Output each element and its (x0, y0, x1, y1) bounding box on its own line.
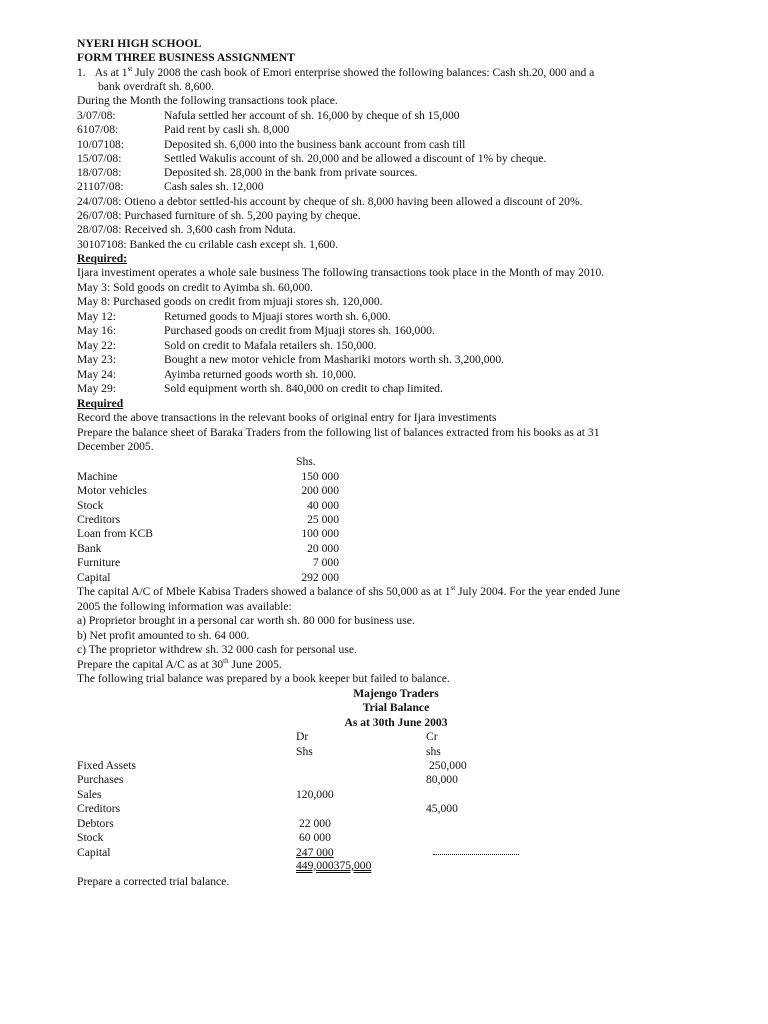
balance-item-name: Bank (77, 542, 102, 555)
balance-item-name: Motor vehicles (77, 484, 147, 497)
q2-txn-date: May 24: (77, 368, 116, 381)
trial-balance-account: Sales (77, 788, 102, 801)
trial-balance-debit: 247 000 (296, 846, 334, 859)
q1-inline-txn: 24/07/08: Otieno a debtor settled-his account by cheque of sh. 8,000 having been allowed a discount of 20%. (77, 195, 583, 208)
q1-txn-text: Deposited sh. 6,000 into the business bank account from cash till (164, 138, 466, 151)
q1-txn-text: Paid rent by casli sh. 8,000 (164, 123, 290, 136)
credit-column-heading: Cr (426, 730, 438, 743)
q2-txn-text: Sold on credit to Mafala retailers sh. 150,000. (164, 339, 377, 352)
q2-intro: Ijara investiment operates a whole sale business The following transactions took place in the Month of may 2010. (77, 266, 605, 279)
balance-item-name: Furniture (77, 556, 121, 569)
q1-number: 1. (77, 66, 86, 79)
balance-item-value: 292 000 (301, 571, 339, 584)
school-name: NYERI HIGH SCHOOL (77, 37, 202, 50)
q2-txn-date: May 22: (77, 339, 116, 352)
credit-unit: shs (426, 745, 441, 758)
balance-item-value: 100 000 (301, 527, 339, 540)
trial-balance-credit: 45,000 (426, 802, 458, 815)
q1-inline-txn: 28/07/08: Received sh. 3,600 cash from Nduta. (77, 223, 296, 236)
trial-balance-account: Debtors (77, 817, 114, 830)
q1-txn-date: 15/07/08: (77, 152, 122, 165)
balance-item-name: Creditors (77, 513, 121, 526)
q2-txn-date: May 16: (77, 324, 116, 337)
credit-total-blank-line (433, 845, 519, 855)
trial-balance-account: Stock (77, 831, 104, 844)
q1-txn-date: 6107/08: (77, 123, 119, 136)
q2-txn-date: May 23: (77, 353, 116, 366)
q1-txn-date: 21107/08: (77, 180, 124, 193)
q2-instruction: Record the above transactions in the relevant books of original entry for Ijara investiments (77, 411, 497, 424)
q4-intro-cont: 2005 the following information was available: (77, 600, 292, 613)
balance-item-value: 25 000 (307, 513, 339, 526)
q1-inline-txn: 30107108: Banked the cu crilable cash except sh. 1,600. (77, 238, 339, 251)
q4-item: a) Proprietor brought in a personal car worth sh. 80 000 for business use. (77, 614, 415, 627)
trial-balance-account: Capital (77, 846, 111, 859)
q4-prepare: Prepare the capital A/C as at 30th June 2005. (77, 657, 282, 671)
trial-balance-debit: 22 000 (299, 817, 331, 830)
q2-txn-text: Bought a new motor vehicle from Mashariki motors worth sh. 3,200,000. (164, 353, 505, 366)
q5-closing-instruction: Prepare a corrected trial balance. (77, 875, 230, 888)
q1-txn-date: 18/07/08: (77, 166, 122, 179)
q3-intro: Prepare the balance sheet of Baraka Traders from the following list of balances extracted from his books as at 31 (77, 426, 600, 439)
balance-item-name: Machine (77, 470, 118, 483)
q2-txn-date: May 12: (77, 310, 116, 323)
q2-txn-text: Returned goods to Mjuaji stores worth sh. 6,000. (164, 310, 391, 323)
debit-unit: Shs (296, 745, 313, 758)
balance-item-name: Capital (77, 571, 111, 584)
balance-item-value: 20 000 (307, 542, 339, 555)
q2-inline-txn: May 8: Purchased goods on credit from mjuaji stores sh. 120,000. (77, 295, 383, 308)
trial-balance-date: As at 30th June 2003 (344, 716, 448, 729)
trial-balance-credit: 80,000 (426, 773, 458, 786)
balance-item-name: Loan from KCB (77, 527, 153, 540)
q4-item: b) Net profit amounted to sh. 64 000. (77, 629, 250, 642)
trial-balance-title: Trial Balance (362, 701, 430, 714)
balance-item-value: 7 000 (312, 556, 339, 569)
q2-txn-text: Ayimba returned goods worth sh. 10,000. (164, 368, 357, 381)
q1-intro: 1. As at 1st July 2008 the cash book of Emori enterprise showed the following balances: Cash sh.20, 000 and a (77, 65, 595, 79)
q5-intro: The following trial balance was prepared by a book keeper but failed to balance. (77, 672, 450, 685)
q1-txn-text: Deposited sh. 28,000 in the bank from private sources. (164, 166, 418, 179)
balance-item-value: 40 000 (307, 499, 339, 512)
q1-during: During the Month the following transactions took place. (77, 94, 338, 107)
balance-item-value: 150 000 (301, 470, 339, 483)
q1-txn-text: Settled Wakulis account of sh. 20,000 and be allowed a discount of 1% by cheque. (164, 152, 547, 165)
q4-item: c) The proprietor withdrew sh. 32 000 cash for personal use. (77, 643, 357, 656)
trial-balance-account: Fixed Assets (77, 759, 136, 772)
trial-balance-credit: 250,000 (429, 759, 467, 772)
trial-balance-account: Creditors (77, 802, 121, 815)
debit-column-heading: Dr (296, 730, 309, 743)
trial-balance-totals: 449,000375,000 (296, 859, 372, 872)
trial-balance-debit: 120,000 (296, 788, 334, 801)
trial-balance-debit: 60 000 (299, 831, 331, 844)
q1-txn-text: Cash sales sh. 12,000 (164, 180, 264, 193)
q1-required-heading: Required: (77, 252, 128, 265)
q2-inline-txn: May 3: Sold goods on credit to Ayimba sh. 60,000. (77, 281, 313, 294)
q4-intro: The capital A/C of Mbele Kabisa Traders showed a balance of shs 50,000 as at 1st July 2004. For the year ended June (77, 584, 621, 598)
trial-balance-account: Purchases (77, 773, 124, 786)
q1-txn-date: 10/07108: (77, 138, 125, 151)
q1-txn-date: 3/07/08: (77, 109, 116, 122)
q1-intro-cont: bank overdraft sh. 8,600. (98, 80, 214, 93)
q2-txn-text: Sold equipment worth sh. 840,000 on credit to chap limited. (164, 382, 443, 395)
q3-intro-cont: December 2005. (77, 440, 154, 453)
q2-required-heading: Required (77, 397, 124, 410)
trial-balance-company: Majengo Traders (353, 687, 439, 700)
q1-txn-text: Nafula settled her account of sh. 16,000 by cheque of sh 15,000 (164, 109, 460, 122)
assignment-title: FORM THREE BUSINESS ASSIGNMENT (77, 51, 295, 64)
q3-currency-heading: Shs. (296, 455, 316, 468)
q2-txn-date: May 29: (77, 382, 116, 395)
balance-item-name: Stock (77, 499, 104, 512)
balance-item-value: 200 000 (301, 484, 339, 497)
q2-txn-text: Purchased goods on credit from Mjuaji stores sh. 160,000. (164, 324, 435, 337)
q1-inline-txn: 26/07/08: Purchased furniture of sh. 5,200 paying by cheque. (77, 209, 361, 222)
